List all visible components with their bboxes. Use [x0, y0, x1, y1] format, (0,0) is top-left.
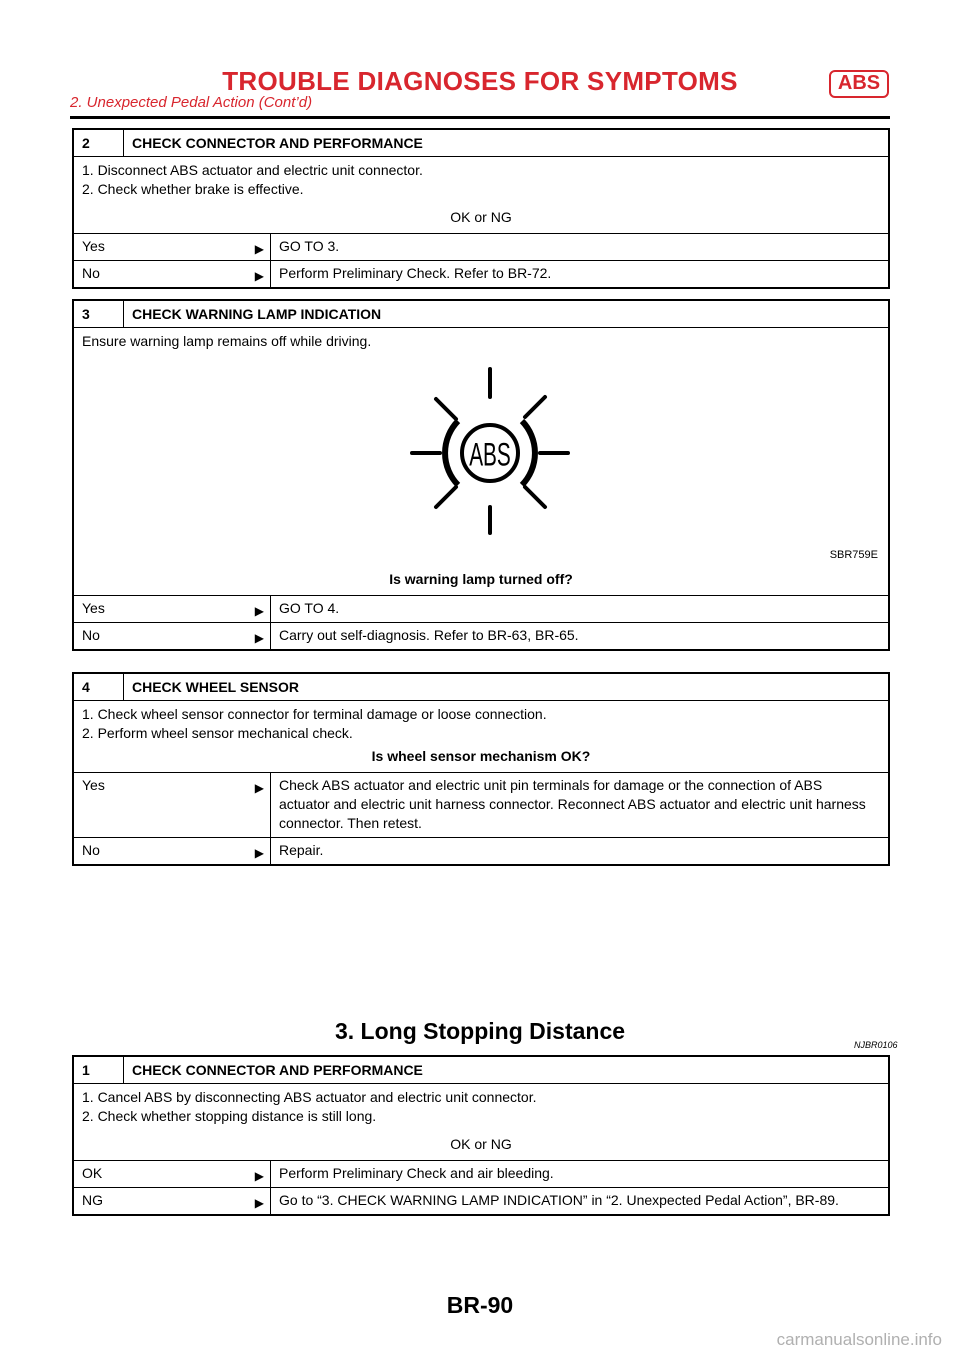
answer-text: Repair. [270, 838, 888, 864]
answer-text: Check ABS actuator and electric unit pin terminals for damage or the connection of ABS actuator and electric unit harness connector. Reconnect ABS actuator and electric unit harness connector. Then retest. [270, 773, 888, 837]
answer-label: Yes [82, 600, 105, 616]
answer-label: No [82, 627, 100, 643]
answer-text: GO TO 4. [270, 596, 888, 622]
instruction-line: 2. Check whether brake is effective. [82, 181, 304, 197]
answer-text: Go to “3. CHECK WARNING LAMP INDICATION” in “2. Unexpected Pedal Action”, BR-89. [270, 1188, 888, 1214]
step-header [74, 130, 888, 156]
header-rule [70, 116, 890, 119]
step-header [74, 1057, 888, 1083]
step-question: OK or NG [450, 1136, 512, 1152]
answer-row [74, 260, 888, 287]
lamp-label: ABS [469, 435, 511, 473]
answer-row [74, 622, 888, 649]
answer-row [74, 1160, 888, 1187]
answer-row [74, 233, 888, 260]
page-number: BR-90 [446, 1292, 514, 1318]
arrow-icon: ▶ [254, 604, 264, 618]
abs-badge: ABS [829, 70, 889, 98]
arrow-icon: ▶ [254, 242, 264, 256]
step-body [74, 156, 888, 233]
page-subtitle: 2. Unexpected Pedal Action (Cont’d) [70, 94, 313, 111]
section-title: 3. Long Stopping Distance [334, 1018, 626, 1044]
step-question: Is warning lamp turned off? [389, 571, 573, 587]
step-title: CHECK WARNING LAMP INDICATION [132, 306, 382, 322]
step-number: 1 [74, 1057, 124, 1083]
step-number: 3 [74, 301, 124, 327]
arrow-icon: ▶ [254, 631, 264, 645]
step-body [74, 1083, 888, 1160]
step-number: 2 [74, 130, 124, 156]
answer-text: Carry out self-diagnosis. Refer to BR-63, BR-65. [270, 623, 888, 649]
abs-warning-lamp-icon [400, 361, 580, 541]
answer-text: GO TO 3. [270, 234, 888, 260]
step-title: CHECK WHEEL SENSOR [132, 679, 299, 695]
arrow-icon: ▶ [254, 1169, 264, 1183]
arrow-icon: ▶ [254, 269, 264, 283]
step-1-box [72, 1055, 890, 1216]
answer-row [74, 1187, 888, 1214]
instruction-line: 2. Perform wheel sensor mechanical check. [82, 725, 353, 741]
answer-text: Perform Preliminary Check. Refer to BR-72. [270, 261, 888, 287]
answer-label: OK [82, 1165, 103, 1181]
instruction-line: 2. Check whether stopping distance is still long. [82, 1108, 377, 1124]
watermark: carmanualsonline.info [776, 1330, 942, 1349]
answer-row [74, 837, 888, 864]
step-4-box [72, 672, 890, 866]
answer-row [74, 595, 888, 622]
answer-label: No [82, 842, 100, 858]
step-body [74, 700, 888, 772]
step-title: CHECK CONNECTOR AND PERFORMANCE [132, 1062, 423, 1078]
answer-label: NG [82, 1192, 103, 1208]
step-body [74, 327, 888, 595]
instruction-line: 1. Cancel ABS by disconnecting ABS actuator and electric unit connector. [82, 1089, 537, 1105]
section-code: NJBR0106 [854, 1040, 898, 1050]
arrow-icon: ▶ [254, 1196, 264, 1210]
answer-label: Yes [82, 777, 105, 793]
page-title: TROUBLE DIAGNOSES FOR SYMPTOMS [222, 66, 738, 96]
instruction-line: 1. Disconnect ABS actuator and electric unit connector. [82, 162, 423, 178]
step-title: CHECK CONNECTOR AND PERFORMANCE [132, 135, 423, 151]
instruction-line: 1. Check wheel sensor connector for terminal damage or loose connection. [82, 706, 547, 722]
step-2-box [72, 128, 890, 289]
arrow-icon: ▶ [254, 846, 264, 860]
step-question: Is wheel sensor mechanism OK? [371, 748, 591, 764]
arrow-icon: ▶ [254, 781, 264, 795]
answer-text: Perform Preliminary Check and air bleeding. [270, 1161, 888, 1187]
figure-code: SBR759E [829, 549, 878, 561]
answer-label: Yes [82, 238, 105, 254]
answer-row [74, 772, 888, 837]
step-question: OK or NG [450, 209, 512, 225]
step-number: 4 [74, 674, 124, 700]
answer-label: No [82, 265, 100, 281]
step-header [74, 301, 888, 327]
instruction-line: Ensure warning lamp remains off while driving. [82, 333, 372, 349]
step-header [74, 674, 888, 700]
warning-lamp-figure [82, 351, 880, 567]
step-3-box [72, 299, 890, 651]
